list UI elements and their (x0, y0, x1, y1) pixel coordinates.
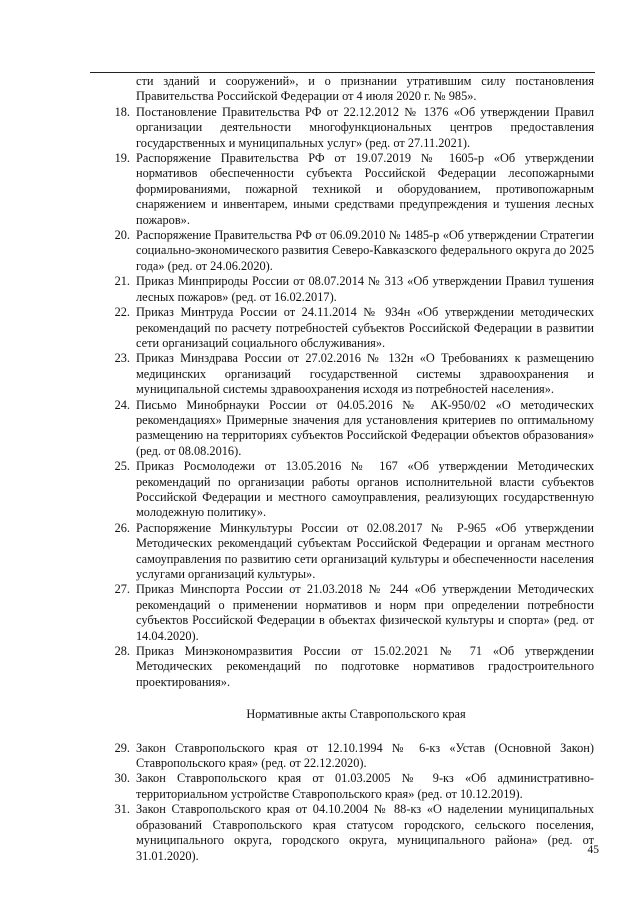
list-item (96, 274, 594, 305)
item-text: Приказ Минздрава России от 27.02.2016 № 132н «О Требованиях к размещению медицинских организаций государственной системы здравоохранения и муниципальной системы здравоохранения исходя из потребностей населения». (136, 351, 594, 397)
item-number: 26. (114, 520, 130, 535)
list-item (96, 105, 594, 151)
list-item (96, 521, 594, 583)
reference-list-federal (96, 105, 594, 690)
item-number: 25. (114, 459, 130, 474)
page-number: 45 (587, 844, 599, 856)
item-text: Постановление Правительства РФ от 22.12.2012 № 1376 «Об утверждении Правил организации деятельности многофункциональных центров предоставления государственных и муниципальных услуг» (ред. от 27.11.2021). (136, 104, 594, 150)
list-item (96, 228, 594, 274)
item-number: 19. (114, 151, 130, 166)
item-text: Письмо Минобрнауки России от 04.05.2016 № АК-950/02 «О методических рекомендациях» Примерные значения для установления критериев по оптимальному размещению на территориях субъектов Российской Федерации объектов образования» (ред. от 08.08.2016). (136, 397, 594, 458)
item-text: Распоряжение Правительства РФ от 06.09.2010 № 1485-р «Об утверждении Стратегии социально-экономического развития Северо-Кавказского федерального округа до 2025 года» (ред. от 24.06.2020). (136, 228, 594, 273)
list-item (96, 741, 594, 772)
item-text: Приказ Минтруда России от 24.11.2014 № 934н «Об утверждении методических рекомендаций по расчету потребностей субъектов Российской Федерации в развитии сети организаций социального обслуживания». (136, 305, 594, 350)
item-text: Приказ Минспорта России от 21.03.2018 № 244 «Об утверждении Методических рекомендаций о применении нормативов и норм при определении потребности субъектов Российской Федерации в объектах физической культуры и спорта» (ред. от 14.04.2020). (136, 582, 594, 643)
item-text: Закон Ставропольского края от 12.10.1994 № 6-кз «Устав (Основной Закон) Ставропольского края» (ред. от 22.12.2020). (136, 740, 594, 771)
document-body (96, 74, 594, 864)
section-heading: Нормативные акты Ставропольского края (246, 707, 466, 722)
item-number: 31. (114, 802, 130, 817)
item-number: 24. (114, 397, 130, 412)
list-item (96, 582, 594, 644)
list-item (96, 351, 594, 397)
list-item (96, 151, 594, 228)
continuation-text: сти зданий и сооружений», и о признании утратившим силу постановления Правительства Российской Федерации от 4 июля 2020 г. № 985». (136, 74, 594, 104)
list-item (96, 644, 594, 690)
item-number: 27. (114, 582, 130, 597)
list-item (96, 802, 594, 864)
item-text: Приказ Росмолодежи от 13.05.2016 № 167 «Об утверждении Методических рекомендаций по организации работы органов исполнительной власти субъектов Российской Федерации и местного самоуправления, реализующих государственную молодежную политику». (136, 459, 594, 520)
reference-list-regional (96, 741, 594, 864)
list-item (96, 305, 594, 351)
item-number: 22. (114, 305, 130, 320)
item-number: 18. (114, 104, 130, 119)
item-number: 21. (114, 274, 130, 289)
list-item (96, 459, 594, 521)
item-number: 23. (114, 351, 130, 366)
list-item (96, 771, 594, 802)
item-text: Закон Ставропольского края от 01.03.2005 № 9-кз «Об административно-территориальном устройстве Ставропольского края» (ред. от 10.12.2019). (136, 771, 594, 801)
item-number: 28. (114, 644, 130, 659)
item-number: 20. (114, 228, 130, 243)
header-rule (90, 72, 595, 73)
item-text: Распоряжение Правительства РФ от 19.07.2019 № 1605-р «Об утверждении нормативов обеспеченности субъекта Российской Федерации лесопожарными формированиями, пожарной техникой и оборудованием, противопожарным снаряжением и инвентарем, иными средствами предупреждения и тушения лесных пожаров». (136, 151, 594, 227)
item-number: 30. (114, 771, 130, 786)
item-text: Распоряжение Минкультуры России от 02.08.2017 № Р-965 «Об утверждении Методических рекомендаций субъектам Российской Федерации и органам местного самоуправления по развитию сети организаций культуры и обеспеченности населения услугами организаций культуры». (136, 520, 594, 581)
item-text: Закон Ставропольского края от 04.10.2004 № 88-кз «О наделении муниципальных образований Ставропольского края статусом городского, сельского поселения, муниципального округа, городского округа, муниципального района» (ред. от 31.01.2020). (136, 802, 594, 863)
item-number: 29. (114, 740, 130, 755)
item-text: Приказ Минэкономразвития России от 15.02.2021 № 71 «Об утверждении Методических рекомендаций по подготовке нормативов градостроительного проектирования». (136, 644, 594, 689)
item-text: Приказ Минприроды России от 08.07.2014 № 313 «Об утверждении Правил тушения лесных пожаров» (ред. от 16.02.2017). (136, 274, 594, 304)
list-item (96, 398, 594, 460)
